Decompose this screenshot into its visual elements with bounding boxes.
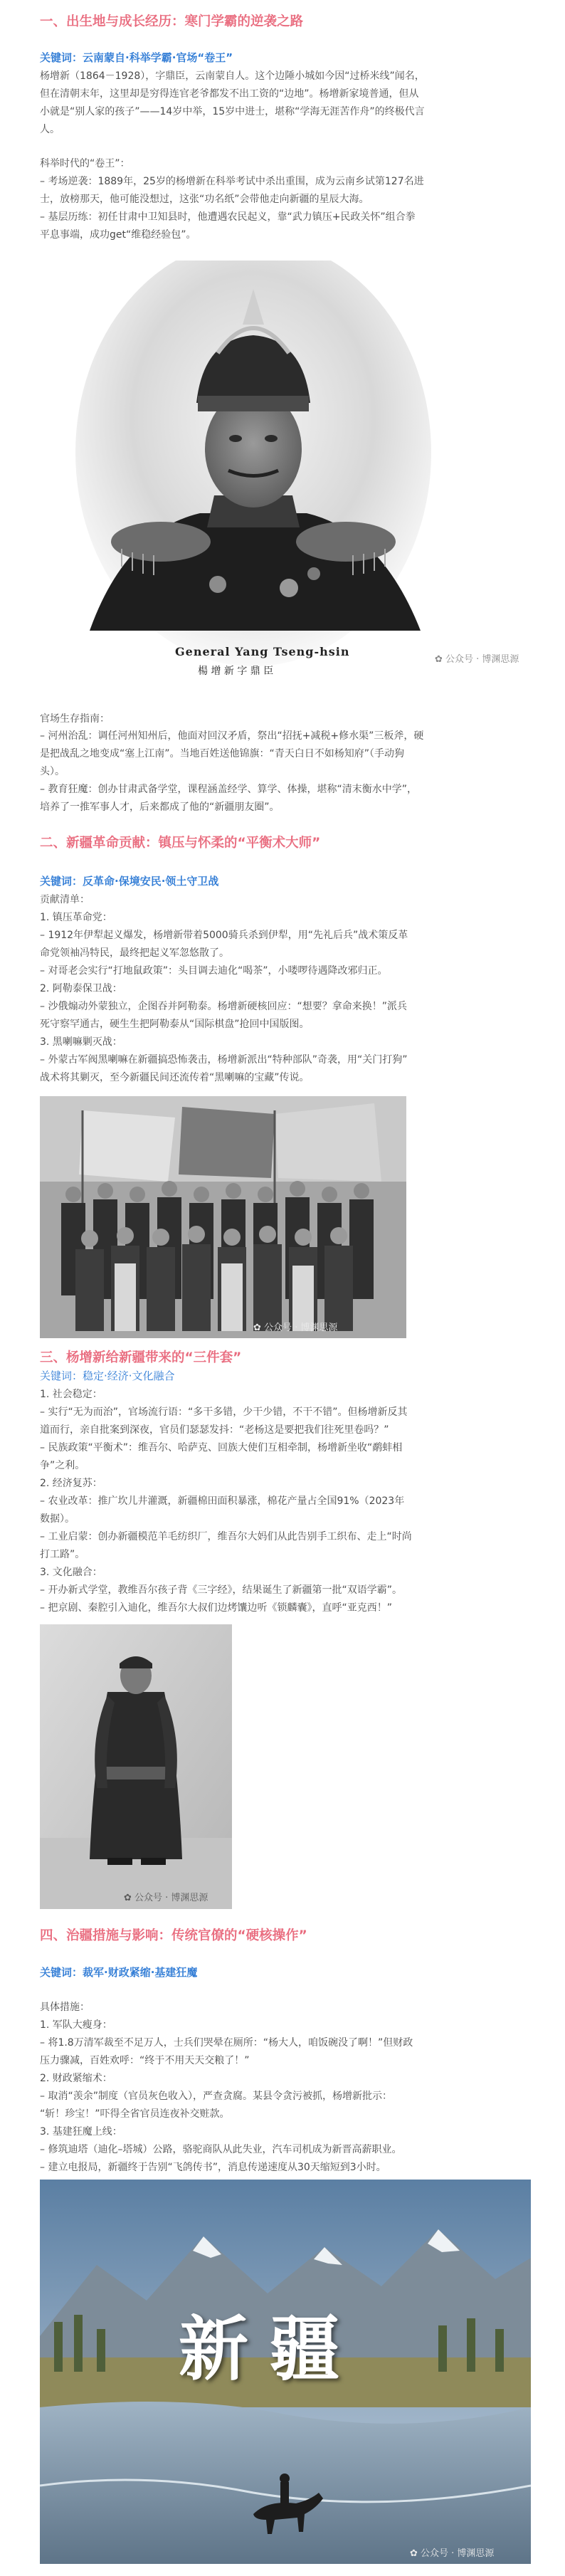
paragraph-line: – 基层历练：初任甘肃中卫知县时，他遭遇农民起义，靠“武力镇压+民政关怀”组合拳	[40, 211, 416, 223]
wechat-icon: ✿	[435, 654, 446, 665]
paragraph-line: 但在清朝末年，这里却是穷得连官老爷都发不出工资的“边地”。杨增新家境普通，但从	[40, 88, 419, 100]
watermark	[410, 2545, 494, 2559]
paragraph-line: – 外蒙古军阀黑喇嘛在新疆搞恐怖袭击，杨增新派出“特种部队”奇袭，用“关门打狗”	[40, 1054, 408, 1066]
paragraph-line: 士，放榜那天，他可能没想过，这张“功名纸”会带他走向新疆的星辰大海。	[40, 194, 369, 205]
xinjiang-landscape-photo	[40, 2180, 531, 2564]
paragraph-line: 3. 基建狂魔上线：	[40, 2126, 122, 2138]
paragraph-line: – 开办新式学堂，教维吾尔孩子背《三字经》，结果诞生了新疆第一批“双语学霸”。	[40, 1584, 402, 1596]
paragraph-line: 平息事端，成功get“维稳经验包”。	[40, 229, 196, 241]
paragraph-line: 压力骤减，百姓欢呼：“终于不用天天交粮了！”	[40, 2055, 250, 2066]
paragraph-line: 3. 文化融合：	[40, 1567, 102, 1578]
paragraph-line: – 将1.8万清军裁至不足万人，士兵们哭晕在厕所：“杨大人，咱饭碗没了啊！”但财政	[40, 2037, 413, 2049]
paragraph-line: 具体措施：	[40, 2002, 90, 2013]
paragraph-line: – 民族政策“平衡术”：维吾尔、哈萨克、回族大使们互相牵制，杨增新坐收“鹬蚌相	[40, 1442, 403, 1453]
paragraph-line: 小就是“别人家的孩子”——14岁中举，15岁中进士，堪称“学海无涯苦作舟”的终极代言	[40, 106, 425, 117]
watermark-text: 公众号 · 博渊思源	[264, 1323, 338, 1333]
paragraph-line: 死守察罕通古，硬生生把阿勒泰从“国际棋盘”抢回中国版图。	[40, 1019, 310, 1030]
paragraph-line: 1. 军队大瘦身：	[40, 2019, 112, 2031]
paragraph-line: 战术将其剿灭，至今新疆民间还流传着“黑喇嘛的宝藏”传说。	[40, 1072, 310, 1083]
standing-portrait-photo	[40, 1624, 232, 1909]
paragraph-line: 1. 镇压革命党：	[40, 912, 112, 923]
paragraph-line: “斩！珍宝！”吓得全省官员连夜补交赃款。	[40, 2108, 230, 2120]
watermark-text: 公众号 · 博渊思源	[445, 654, 519, 665]
paragraph-line: 3. 黑喇嘛剿灭战：	[40, 1036, 122, 1048]
section-2-heading: 二、新疆革命贡献：镇压与怀柔的“平衡术大师”	[40, 836, 321, 851]
paragraph-line: – 河州治乱：调任河州知州后，他面对回汉矛盾，祭出“招抚+减税+修水渠”三板斧，硬	[40, 730, 424, 742]
paragraph-line: 2. 阿勒泰保卫战：	[40, 983, 122, 994]
wechat-icon: ✿	[124, 1893, 135, 1903]
paragraph-line: – 1912年伊犁起义爆发，杨增新带着5000骑兵杀到伊犁，用“先礼后兵”战术策反革	[40, 930, 408, 941]
exam-subtitle: 科举时代的“卷王”：	[40, 158, 130, 169]
paragraph-line: – 教育狂魔：创办甘肃武备学堂，课程涵盖经学、算学、体操，堪称“清末衡水中学”，	[40, 784, 417, 795]
photo-caption: General Yang Tseng-hsin	[175, 645, 350, 658]
section-2-keywords: 关键词：反革命·保境安民·领土守卫战	[40, 875, 219, 888]
paragraph-line: – 修筑迪塔（迪化–塔城）公路，骆驼商队从此失业，汽车司机成为新晋高薪职业。	[40, 2144, 402, 2155]
paragraph-line: 命党领袖冯特民，最终把起义军忽悠散了。	[40, 947, 229, 959]
section-1-heading: 一、出生地与成长经历：寒门学霸的逆袭之路	[40, 14, 304, 29]
paragraph-line: – 考场逆袭：1889年，25岁的杨增新在科举考试中杀出重围，成为云南乡试第127名进	[40, 176, 424, 187]
paragraph-line: 争”之利。	[40, 1460, 85, 1471]
paragraph-line: 道而行，亲自批案到深夜，官员们瑟瑟发抖：“老杨这是要把我们往死里卷吗？”	[40, 1424, 389, 1436]
paragraph-line: – 把京剧、秦腔引入迪化，维吾尔大叔们边烤馕边听《锁麟囊》，直呼“亚克西！”	[40, 1602, 392, 1614]
section-4-keywords: 关键词：裁军·财政紧缩·基建狂魔	[40, 1966, 198, 1979]
section-4-heading: 四、治疆措施与影响：传统官僚的“硬核操作”	[40, 1928, 307, 1943]
watermark	[253, 1320, 337, 1333]
paragraph-line: – 对哥老会实行“打地鼠政策”：头目调去迪化“喝茶”，小喽啰待遇降改邪归正。	[40, 965, 388, 977]
standing-portrait-illustration	[40, 1624, 232, 1909]
section-3-keywords: 关键词：稳定·经济·文化融合	[40, 1370, 175, 1382]
paragraph-line: – 实行“无为而治”，官场流行语：“多干多错，少干少错，不干不错”。但杨增新反其	[40, 1407, 408, 1418]
photo-caption-chinese: 楊 增 新 字 鼎 臣	[198, 666, 274, 677]
paragraph-line: 头）。	[40, 766, 65, 777]
section-3-heading: 三、杨增新给新疆带来的“三件套”	[40, 1350, 242, 1365]
group-photo	[40, 1096, 406, 1338]
section-1-keywords: 关键词：云南蒙自·科举学霸·官场“卷王”	[40, 51, 233, 64]
paragraph-line: 培养了一推军事人才，后来都成了他的“新疆朋友圈”。	[40, 801, 280, 813]
watermark	[124, 1890, 208, 1903]
paragraph-line: 2. 经济复苏：	[40, 1478, 102, 1489]
portrait-photo	[40, 261, 531, 692]
paragraph-line: 贡献清单：	[40, 894, 90, 905]
paragraph-line: – 工业启蒙：创办新疆模范羊毛纺织厂，维吾尔大妈们从此告别手工织布、走上“时尚	[40, 1531, 412, 1542]
group-photo-illustration	[40, 1096, 406, 1338]
official-subtitle: 官场生存指南：	[40, 713, 110, 725]
paragraph-line: 打工路”。	[40, 1549, 85, 1560]
paragraph-line: 2. 财政紧缩术：	[40, 2073, 112, 2084]
banner-title: 新疆	[179, 2308, 361, 2390]
paragraph-line: – 取消“羡余”制度（官员灰色收入），严查贪腐。某县令贪污被抓，杨增新批示：	[40, 2091, 392, 2102]
paragraph-line: – 农业改革：推广坎儿井灌溉，新疆棉田面积暴涨，棉花产量占全国91%（2023年	[40, 1495, 405, 1507]
paragraph-line: 杨增新（1864－1928），字鼎臣，云南蒙自人。这个边陲小城如今因“过桥米线”闻名，	[40, 70, 425, 82]
paragraph-line: 1. 社会稳定：	[40, 1389, 102, 1400]
watermark-text: 公众号 · 博渊思源	[421, 2548, 495, 2559]
portrait-illustration	[40, 261, 531, 692]
wechat-icon: ✿	[410, 2548, 421, 2559]
paragraph-line: – 沙俄煽动外蒙独立，企图吞并阿勒泰。杨增新硬核回应：“想要？拿命来换！”派兵	[40, 1001, 407, 1012]
watermark-text: 公众号 · 博渊思源	[134, 1893, 208, 1903]
paragraph-line: 是把战乱之地变成“塞上江南”。当地百姓送他锦旗：“青天白日不如杨知府”（手动狗	[40, 748, 405, 759]
paragraph-line: 人。	[40, 124, 60, 135]
paragraph-line: – 建立电报局，新疆终于告别“飞鸽传书”，消息传递速度从30天缩短到3小时。	[40, 2162, 386, 2173]
watermark	[435, 651, 519, 665]
paragraph-line: 数据）。	[40, 1513, 75, 1525]
wechat-icon: ✿	[253, 1323, 265, 1333]
